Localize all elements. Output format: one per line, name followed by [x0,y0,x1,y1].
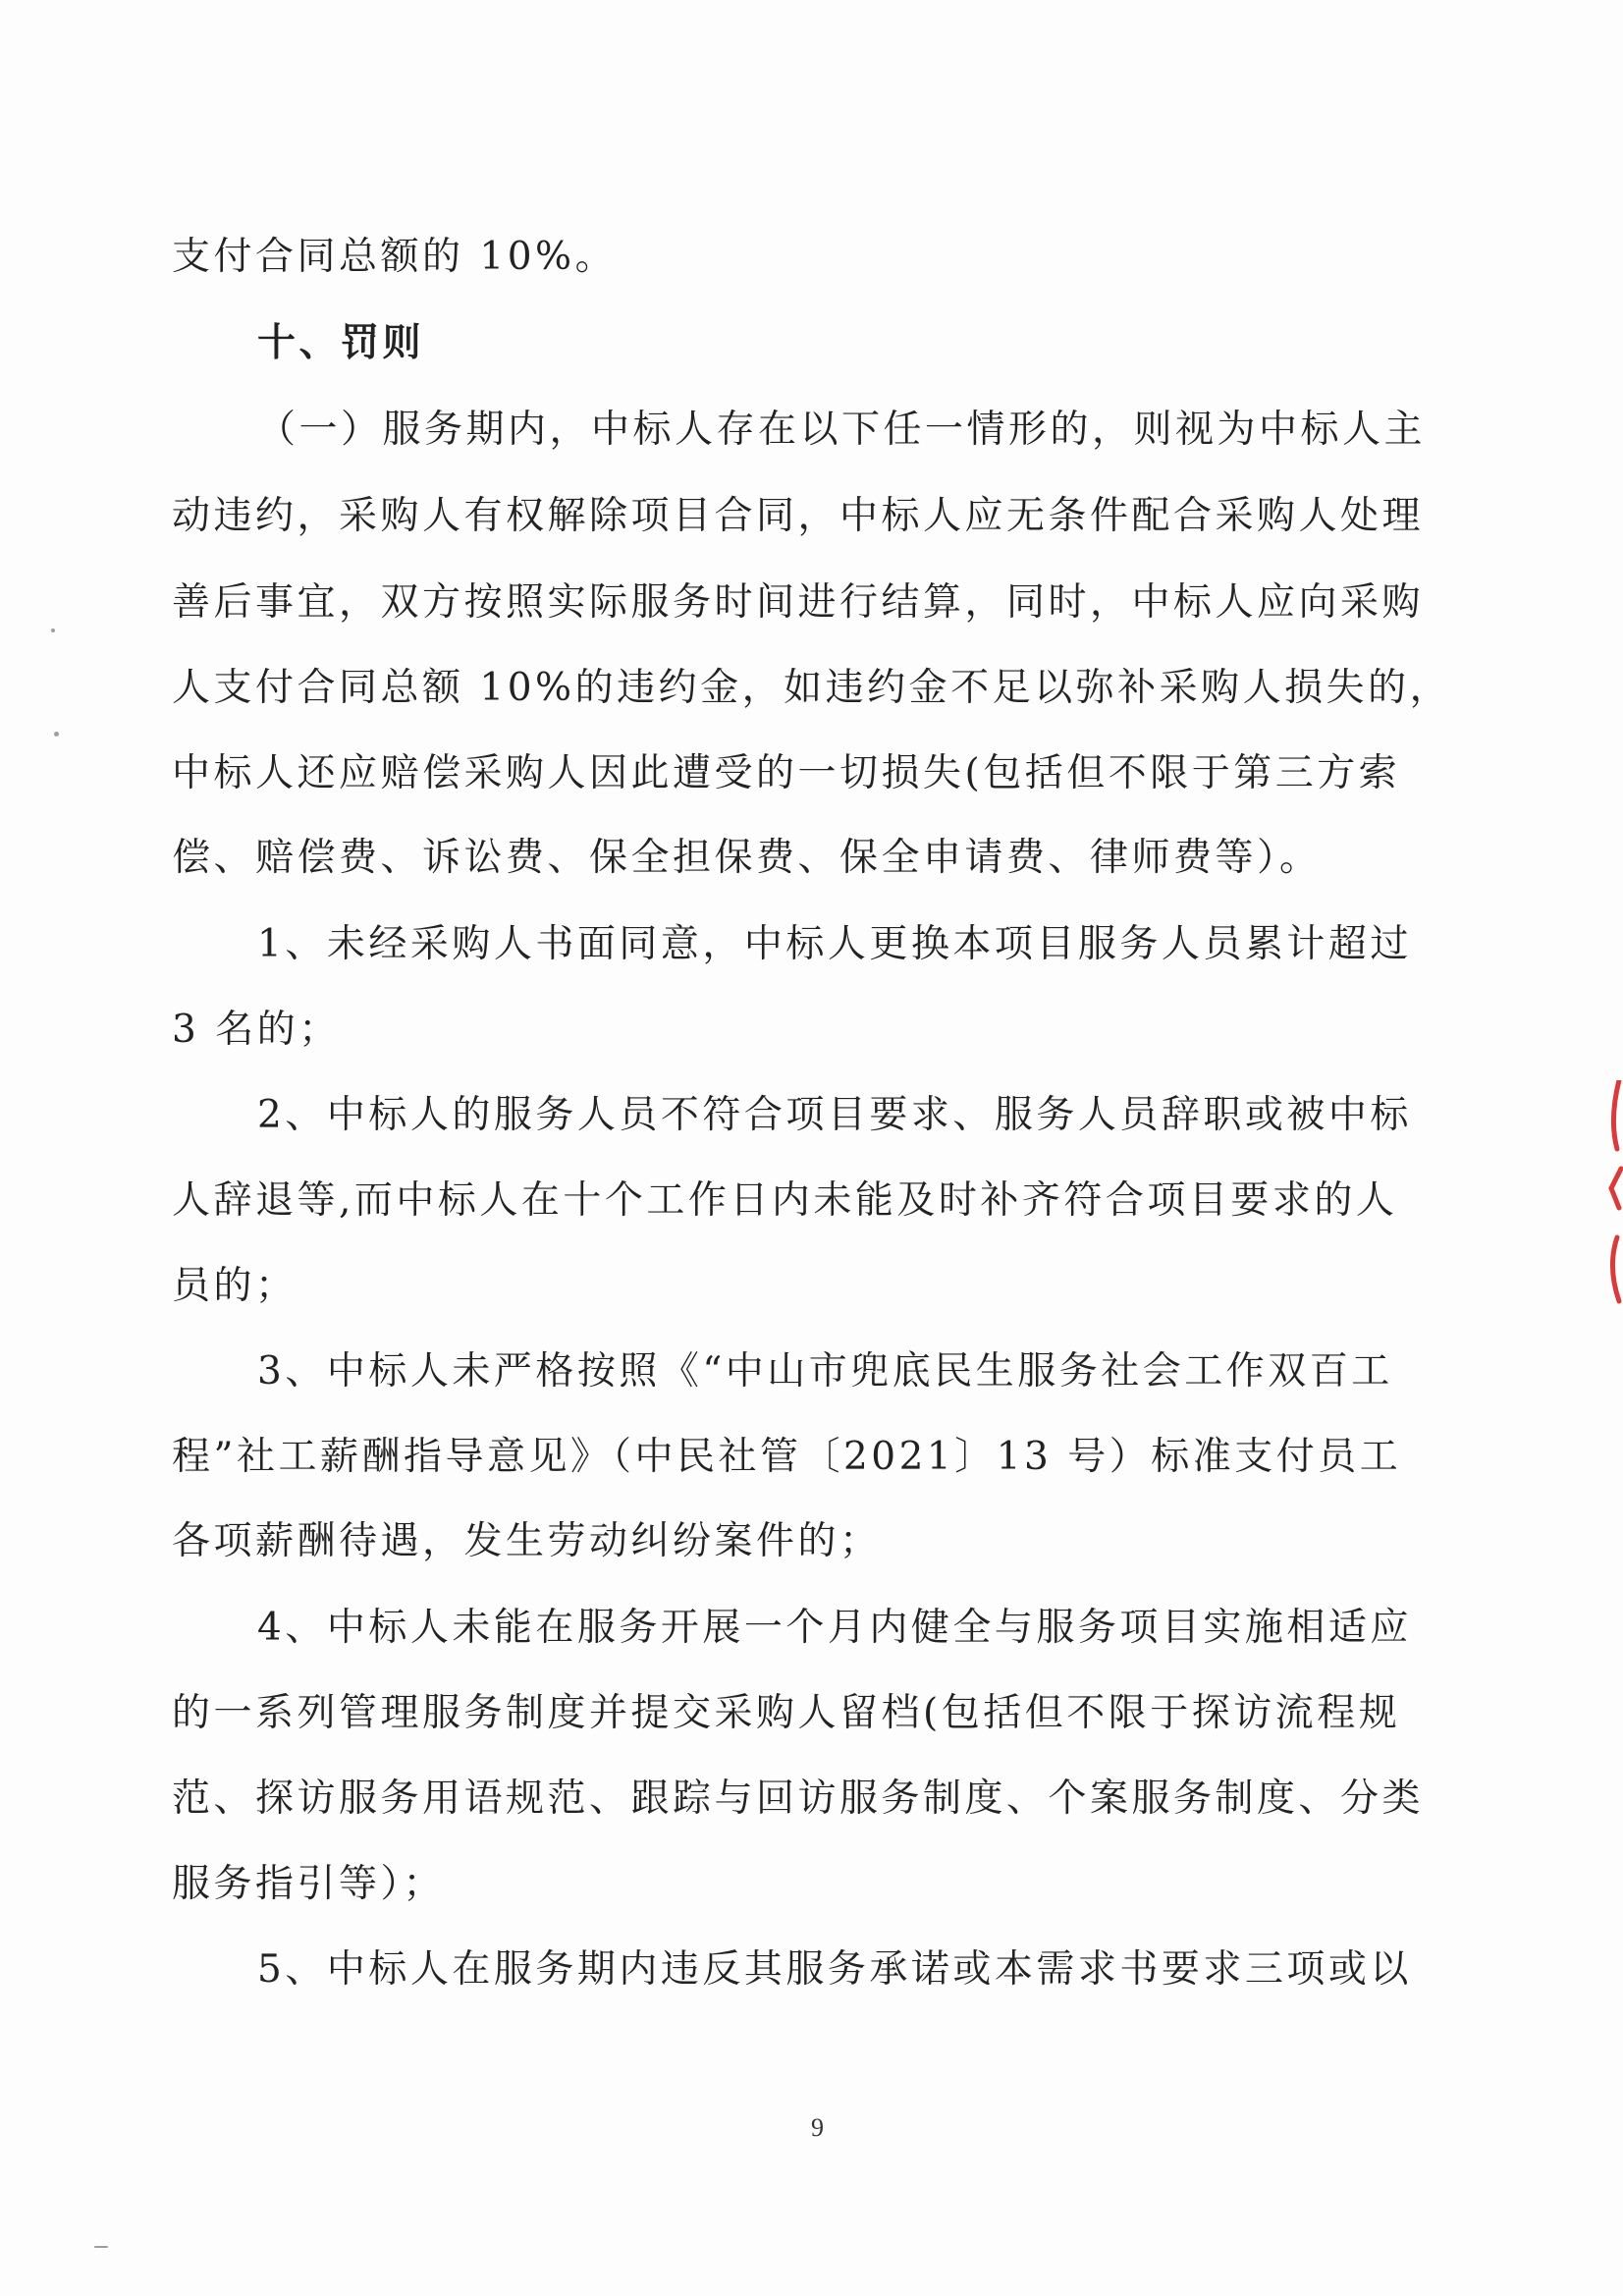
text-line: 服务指引等）； [172,1862,446,1906]
text-line: 偿、赔偿费、诉讼费、保全担保费、保全申请费、律师费等）。 [172,836,1322,880]
text-line: （一）服务期内，中标人存在以下任一情形的，则视为中标人主 [257,408,1427,452]
text-line: 人辞退等,而中标人在十个工作日内未能及时补齐符合项目要求的人 [172,1178,1398,1223]
scan-speck [54,732,59,737]
text-line: 2、中标人的服务人员不符合项目要求、服务人员辞职或被中标 [257,1093,1412,1137]
text-line: 3 名的； [172,1008,341,1052]
text-line: 范、探访服务用语规范、跟踪与回访服务制度、个案服务制度、分类 [172,1777,1425,1821]
text-line: 支付合同总额的 10%。 [172,235,618,279]
text-line: 员的； [172,1264,298,1308]
text-line: 中标人还应赔偿采购人因此遭受的一切损失(包括但不限于第三方索 [172,751,1401,795]
text-line: 1、未经采购人书面同意，中标人更换本项目服务人员累计超过 [257,922,1412,966]
section-heading: 十、罚则 [257,321,425,365]
red-seal-edge [1605,1080,1623,1306]
scan-speck [51,629,55,632]
text-line: 程”社工薪酬指导意见》（中民社管〔2021〕13 号）标准支付员工 [172,1435,1402,1479]
text-line: 动违约，采购人有权解除项目合同，中标人应无条件配合采购人处理 [172,494,1425,538]
text-line: 5、中标人在服务期内违反其服务承诺或本需求书要求三项或以 [257,1947,1412,1992]
text-line: 3、中标人未严格按照《“中山市兜底民生服务社会工作双百工 [257,1349,1393,1394]
text-line: 的一系列管理服务制度并提交采购人留档(包括但不限于探访流程规 [172,1691,1401,1735]
text-line: 4、中标人未能在服务开展一个月内健全与服务项目实施相适应 [257,1606,1412,1650]
text-line: 人支付合同总额 10%的违约金，如违约金不足以弥补采购人损失的， [172,666,1452,710]
scan-speck [94,2246,108,2248]
page-number: 9 [811,2113,824,2142]
text-line: 各项薪酬待遇，发生劳动纠纷案件的； [172,1519,882,1563]
text-line: 善后事宜，双方按照实际服务时间进行结算，同时，中标人应向采购 [172,580,1425,625]
